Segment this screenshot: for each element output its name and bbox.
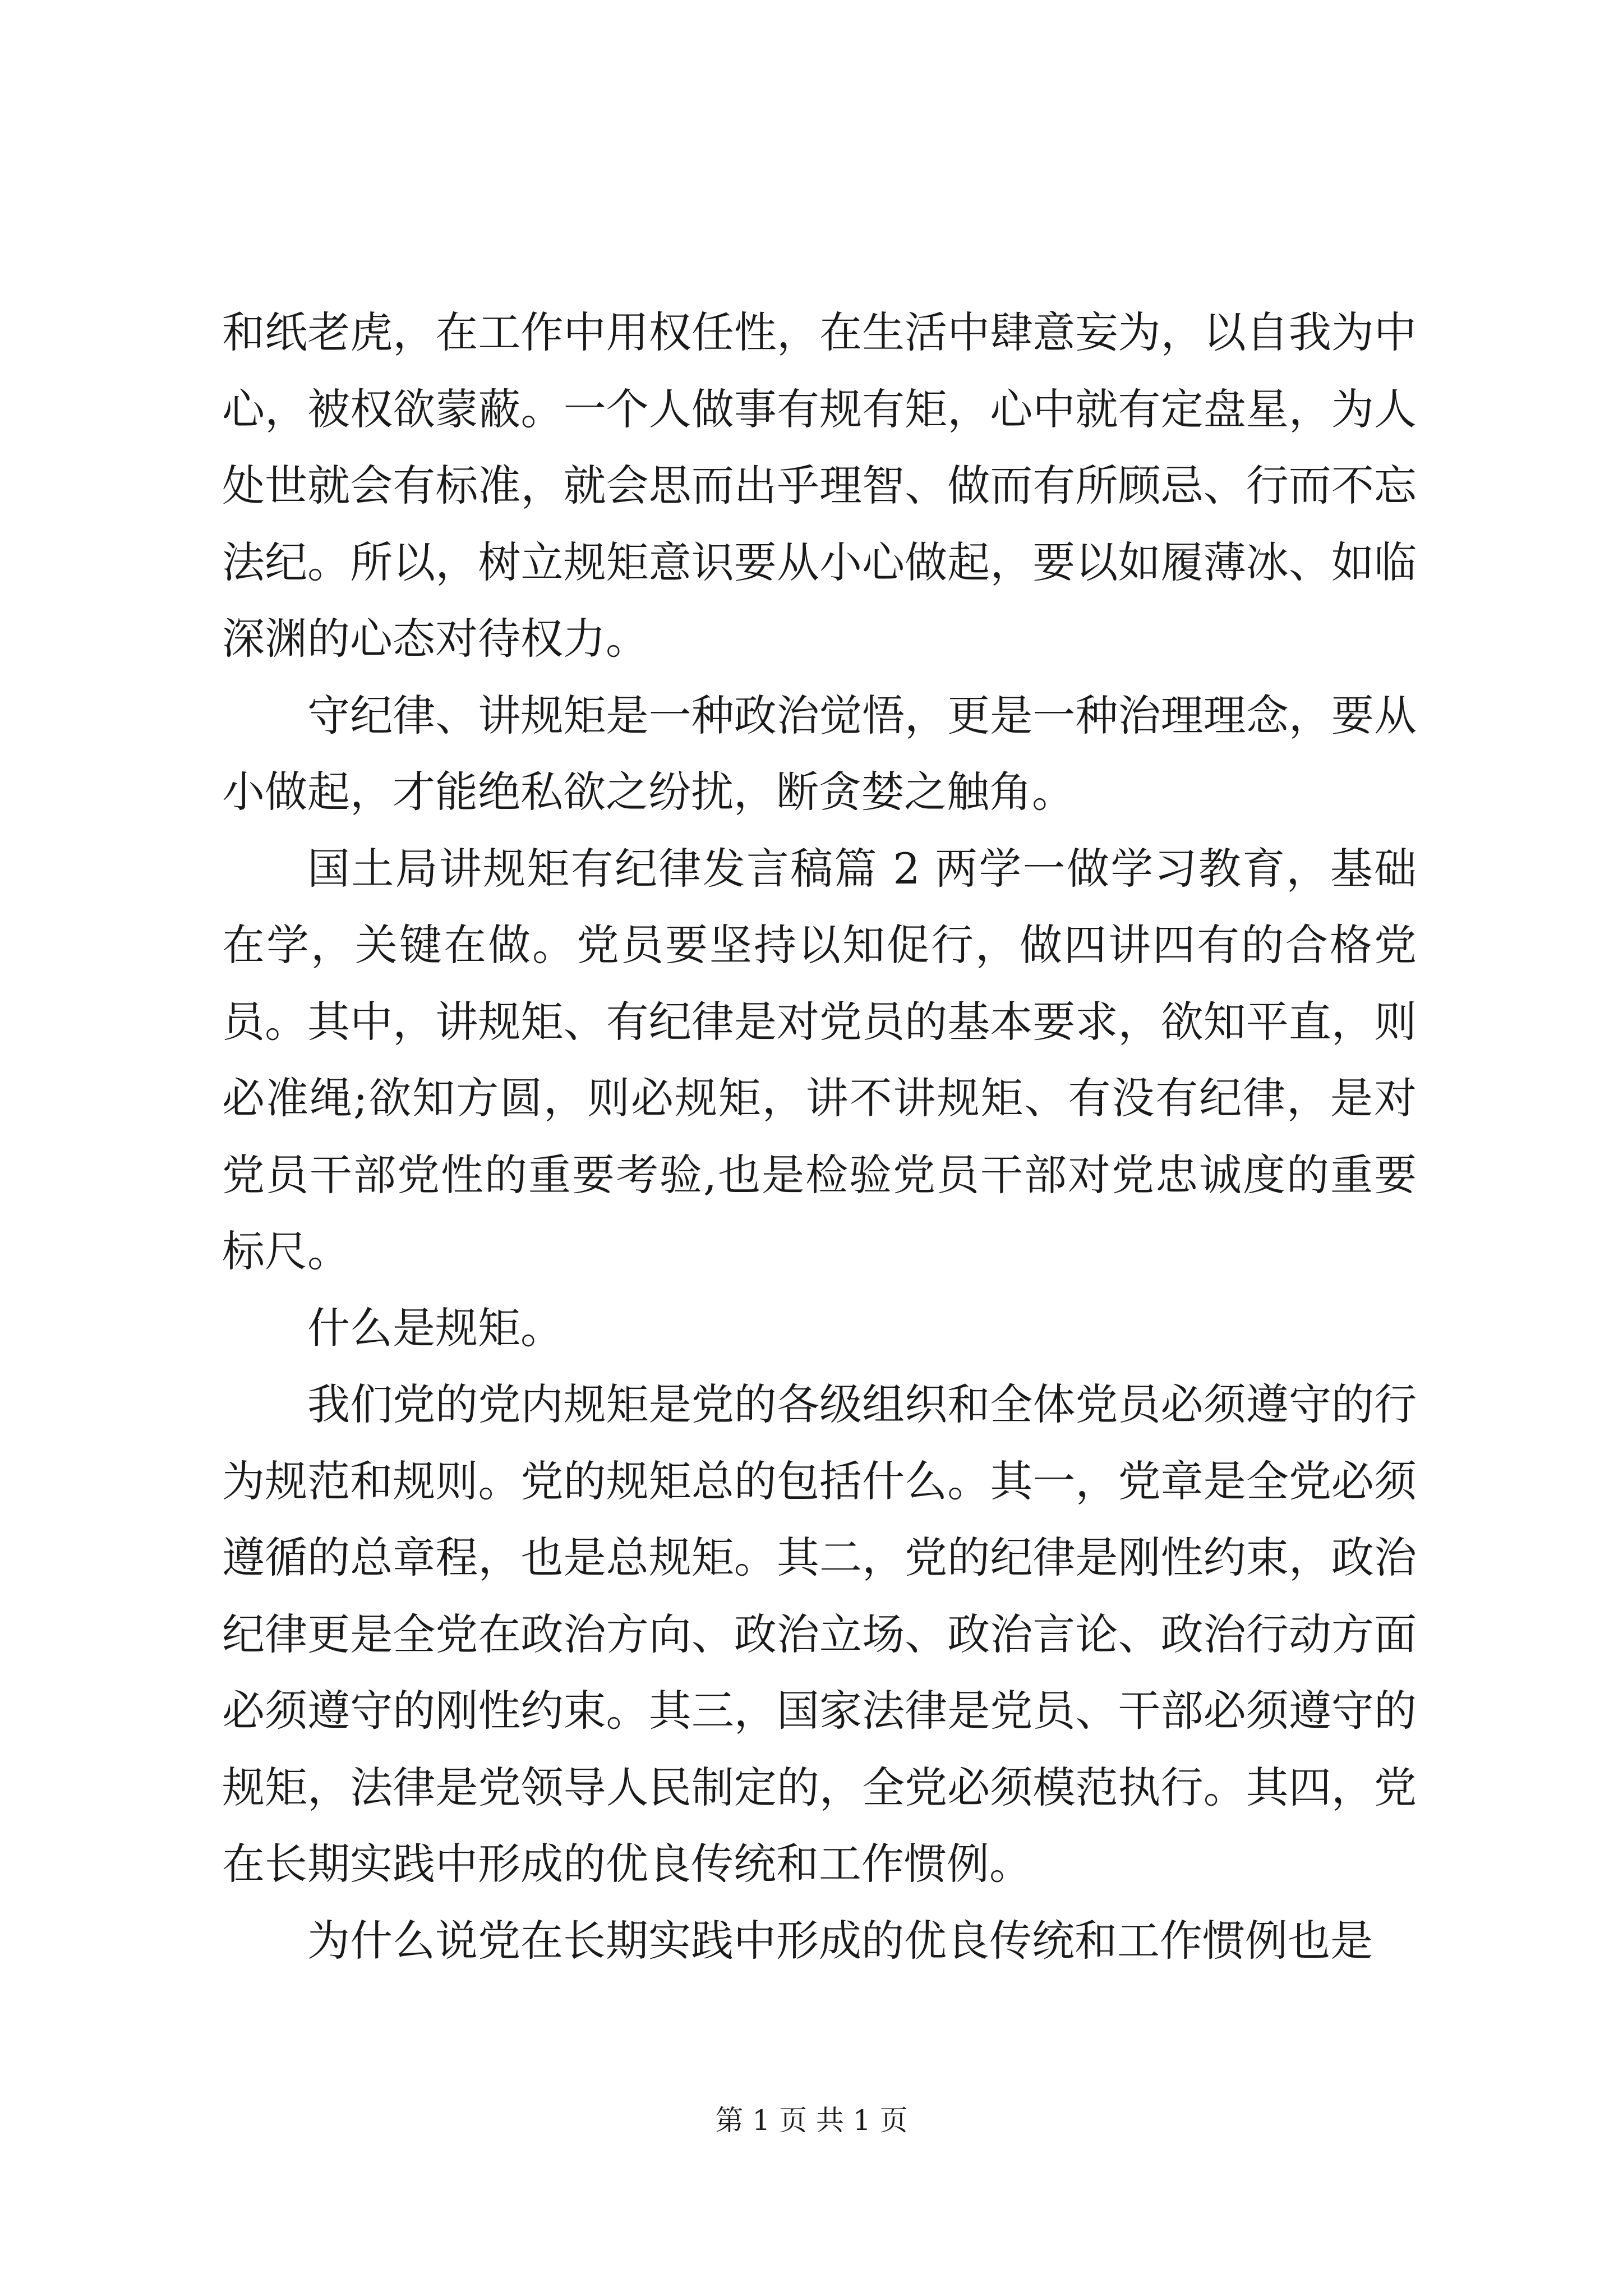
paragraph: 守纪律、讲规矩是一种政治觉悟，更是一种治理理念，要从小做起，才能绝私欲之纷扰，断贪婪之触角。 xyxy=(222,690,1417,817)
paragraph: 我们党的党内规矩是党的各级组织和全体党员必须遵守的行为规范和规则。党的规矩总的包括什么。其一，党章是全党必须遵循的总章程，也是总规矩。其二，党的纪律是刚性约束，政治纪律更是全党在政治方向、政治立场、政治言论、政治行动方面必须遵守的刚性约束。其三，国家法律是党员、干部必须遵守的规矩，法律是党领导人民制定的，全党必须模范执行。其四，党在长期实践中形成的优良传统和工作惯例。 xyxy=(222,1379,1417,1889)
paragraph: 为什么说党在长期实践中形成的优良传统和工作惯例也是 xyxy=(307,1915,1373,1966)
paragraph: 和纸老虎，在工作中用权任性，在生活中肆意妄为，以自我为中心，被权欲蒙蔽。一个人做事有规有矩，心中就有定盘星，为人处世就会有标准，就会思而出乎理智、做而有所顾忌、行而不忘法纪。所以，树立规矩意识要从小心做起，要以如履薄冰、如临深渊的心态对待权力。 xyxy=(222,307,1417,664)
paragraph: 国土局讲规矩有纪律发言稿篇 2 两学一做学习教育，基础在学，关键在做。党员要坚持以知促行，做四讲四有的合格党员。其中，讲规矩、有纪律是对党员的基本要求，欲知平直，则必准绳;欲知方圆，则必规矩，讲不讲规矩、有没有纪律，是对党员干部党性的重要考验,也是检验党员干部对党忠诚度的重要标尺。 xyxy=(222,843,1417,1276)
document-body xyxy=(222,295,1417,1979)
page-footer: 第 1 页 共 1 页 xyxy=(715,2104,908,2137)
paragraph: 什么是规矩。 xyxy=(307,1303,563,1353)
